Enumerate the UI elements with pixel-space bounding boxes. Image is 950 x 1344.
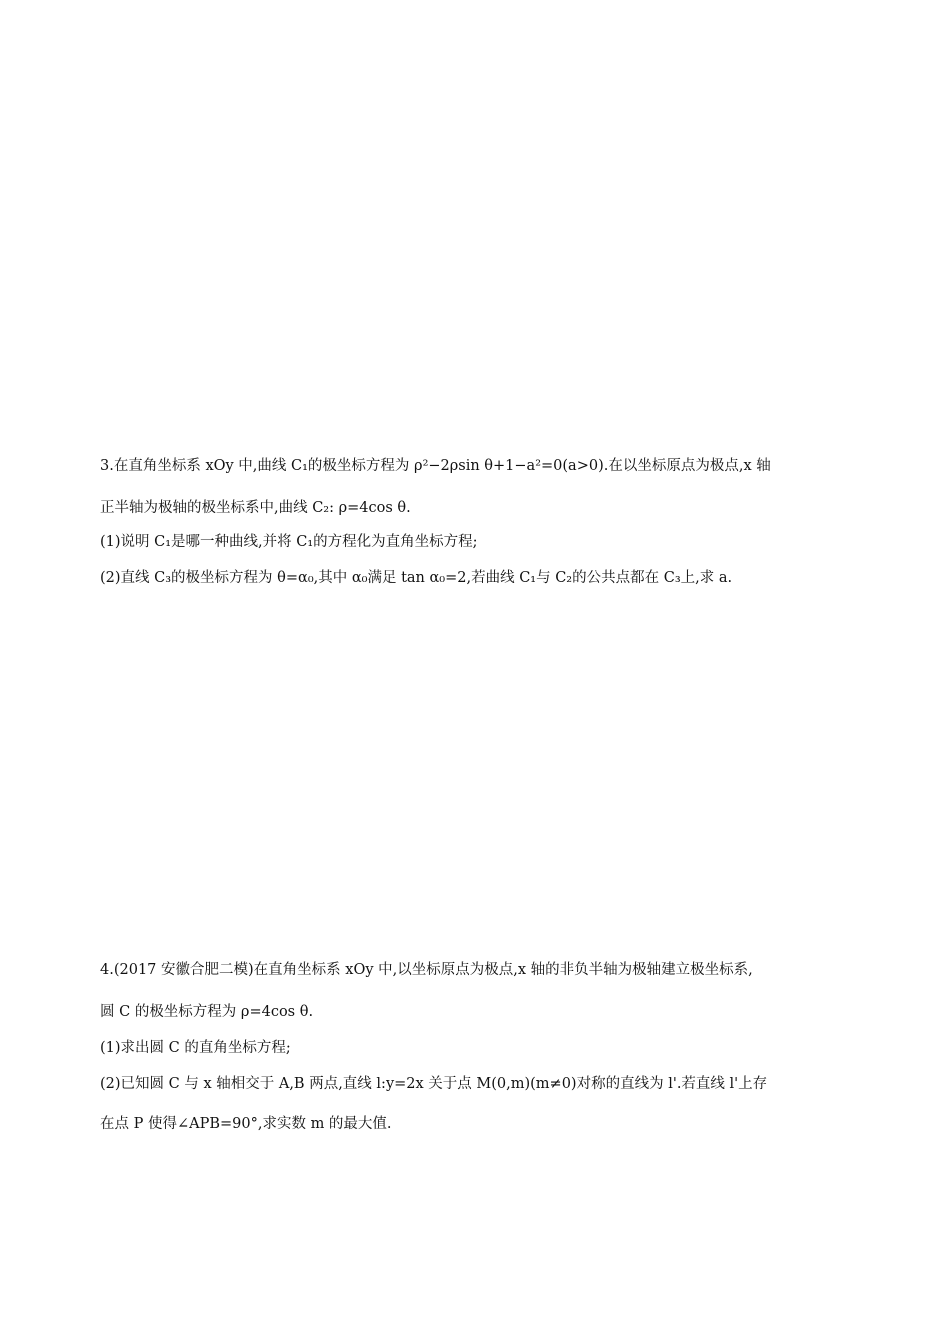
problem-3-line-2: 正半轴为极轴的极坐标系中,曲线 C₂: ρ=4cos θ. xyxy=(100,500,411,516)
problem-4-part-2: (2)已知圆 C 与 x 轴相交于 A,B 两点,直线 l:y=2x 关于点 M(0,m)(m≠0)对称的直线为 l'.若直线 l'上存 xyxy=(100,1076,768,1092)
problem-4-part-2-cont: 在点 P 使得∠APB=90°,求实数 m 的最大值. xyxy=(100,1116,392,1132)
problem-4-line-2: 圆 C 的极坐标方程为 ρ=4cos θ. xyxy=(100,1004,314,1020)
problem-3-line-1: 3.在直角坐标系 xOy 中,曲线 C₁的极坐标方程为 ρ²−2ρsin θ+1−a²=0(a>0).在以坐标原点为极点,x 轴 xyxy=(100,458,771,474)
problem-3-part-2: (2)直线 C₃的极坐标方程为 θ=α₀,其中 α₀满足 tan α₀=2,若曲线 C₁与 C₂的公共点都在 C₃上,求 a. xyxy=(100,570,733,586)
problem-4-line-1: 4.(2017 安徽合肥二模)在直角坐标系 xOy 中,以坐标原点为极点,x 轴的非负半轴为极轴建立极坐标系, xyxy=(100,962,753,978)
problem-3-part-1: (1)说明 C₁是哪一种曲线,并将 C₁的方程化为直角坐标方程; xyxy=(100,534,478,550)
problem-4-part-1: (1)求出圆 C 的直角坐标方程; xyxy=(100,1040,291,1056)
